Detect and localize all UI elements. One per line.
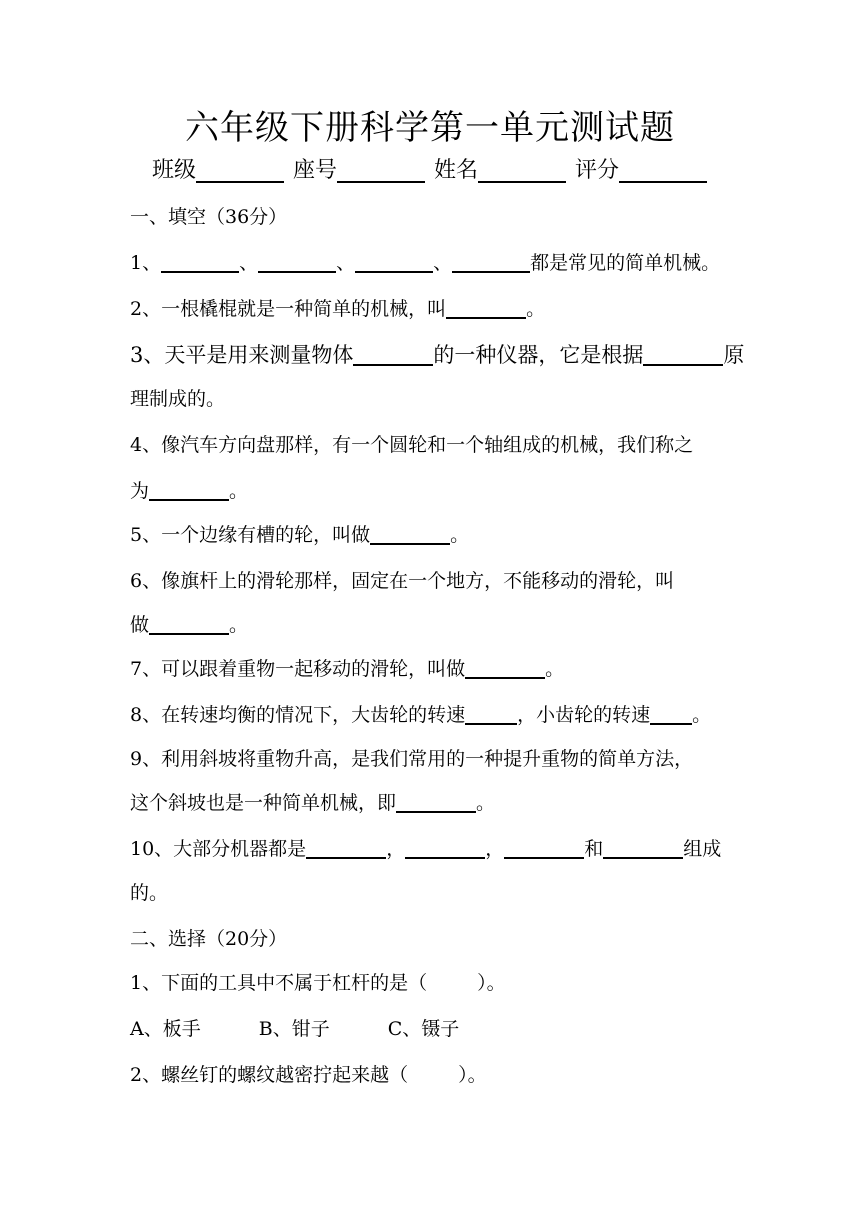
q1-blank-1[interactable] — [161, 251, 239, 273]
q1-number: 1、 — [130, 252, 162, 274]
question-9-cont — [130, 788, 495, 818]
q1-sep: 、 — [336, 252, 356, 274]
q4-text-b: 为 — [130, 480, 150, 502]
q6-text-b: 做 — [130, 614, 150, 636]
q5-text: 5、一个边缘有槽的轮，叫做 — [130, 524, 371, 546]
q7-end: 。 — [545, 658, 565, 680]
q1-sep: 、 — [433, 252, 453, 274]
q10-blank-2[interactable] — [405, 837, 485, 859]
question-6: 6、像旗杆上的滑轮那样，固定在一个地方，不能移动的滑轮，叫 — [130, 570, 675, 592]
choice-question-2 — [130, 1060, 487, 1090]
class-blank[interactable] — [196, 157, 284, 183]
q1-blank-2[interactable] — [258, 251, 336, 273]
score-blank[interactable] — [619, 157, 707, 183]
q3-blank-2[interactable] — [643, 344, 723, 366]
question-1 — [130, 248, 720, 278]
q1-blank-3[interactable] — [355, 251, 433, 273]
question-6-cont — [130, 610, 248, 640]
seat-label: 座号 — [293, 158, 338, 183]
q10-text-a: 10、大部分机器都是 — [130, 838, 307, 860]
q1-tail: 都是常见的简单机械。 — [530, 252, 721, 274]
question-4: 4、像汽车方向盘那样，有一个圆轮和一个轴组成的机械，我们称之 — [130, 434, 694, 456]
q1-blank-4[interactable] — [452, 251, 530, 273]
score-label: 评分 — [575, 158, 620, 183]
q10-blank-4[interactable] — [603, 837, 683, 859]
q10-comma: ， — [386, 838, 406, 860]
c2-close: ）。 — [458, 1064, 487, 1086]
q10-and: 和 — [584, 838, 604, 860]
page-title: 六年级下册科学第一单元测试题 — [185, 108, 675, 148]
q9-text-b: 这个斜坡也是一种简单机械，即 — [130, 792, 397, 814]
class-label: 班级 — [152, 158, 197, 183]
c2-text: 2、螺丝钉的螺纹越密拧起来越（ — [130, 1064, 409, 1086]
question-8 — [130, 700, 711, 730]
name-label: 姓名 — [434, 158, 479, 183]
q9-blank[interactable] — [396, 791, 476, 813]
c1-close: ）。 — [477, 972, 506, 994]
q5-blank[interactable] — [370, 523, 450, 545]
q7-blank[interactable] — [465, 657, 545, 679]
c1-option-a[interactable]: A、板手 — [130, 1018, 201, 1040]
q10-blank-3[interactable] — [504, 837, 584, 859]
choice-question-1 — [130, 968, 506, 998]
question-7 — [130, 654, 564, 684]
question-3-cont: 理制成的。 — [130, 388, 226, 410]
q3-text-a: 3、天平是用来测量物体 — [130, 343, 354, 367]
q8-text-b: ，小齿轮的转速 — [517, 704, 651, 726]
section-fill-heading: 一、填空（36分） — [130, 206, 288, 228]
question-4-cont — [130, 476, 248, 506]
q10-tail: 组成 — [683, 838, 722, 860]
question-2 — [130, 294, 545, 324]
q9-end: 。 — [476, 792, 496, 814]
q5-end: 。 — [450, 524, 470, 546]
q2-blank[interactable] — [446, 297, 526, 319]
q3-text-b: 的一种仪器，它是根据 — [433, 343, 644, 367]
q2-text: 2、一根橇棍就是一种简单的机械，叫 — [130, 298, 447, 320]
question-10 — [130, 834, 721, 864]
q4-blank[interactable] — [149, 479, 229, 501]
choice-question-1-options — [130, 1014, 459, 1044]
question-10-cont: 的。 — [130, 882, 169, 904]
q3-blank-1[interactable] — [353, 344, 433, 366]
q8-end: 。 — [692, 704, 712, 726]
seat-blank[interactable] — [337, 157, 425, 183]
q8-blank-1[interactable] — [465, 703, 517, 725]
q10-comma: ， — [485, 838, 505, 860]
q6-blank[interactable] — [149, 613, 229, 635]
q8-blank-2[interactable] — [650, 703, 692, 725]
c1-option-b[interactable]: B、钳子 — [258, 1018, 330, 1040]
q6-end: 。 — [229, 614, 249, 636]
name-blank[interactable] — [478, 157, 566, 183]
c1-text: 1、下面的工具中不属于杠杆的是（ — [130, 972, 428, 994]
q2-end: 。 — [526, 298, 546, 320]
q4-end: 。 — [229, 480, 249, 502]
q7-text: 7、可以跟着重物一起移动的滑轮，叫做 — [130, 658, 466, 680]
c1-option-c[interactable]: C、镊子 — [387, 1018, 460, 1040]
q10-blank-1[interactable] — [306, 837, 386, 859]
q8-text-a: 8、在转速均衡的情况下，大齿轮的转速 — [130, 704, 466, 726]
q1-sep: 、 — [239, 252, 259, 274]
q3-text-c: 原 — [723, 343, 745, 367]
student-info-row — [152, 154, 709, 188]
question-3 — [130, 340, 744, 370]
question-9: 9、利用斜坡将重物升高，是我们常用的一种提升重物的简单方法， — [130, 748, 694, 770]
section-choice-heading: 二、选择（20分） — [130, 928, 288, 950]
question-5 — [130, 520, 469, 550]
